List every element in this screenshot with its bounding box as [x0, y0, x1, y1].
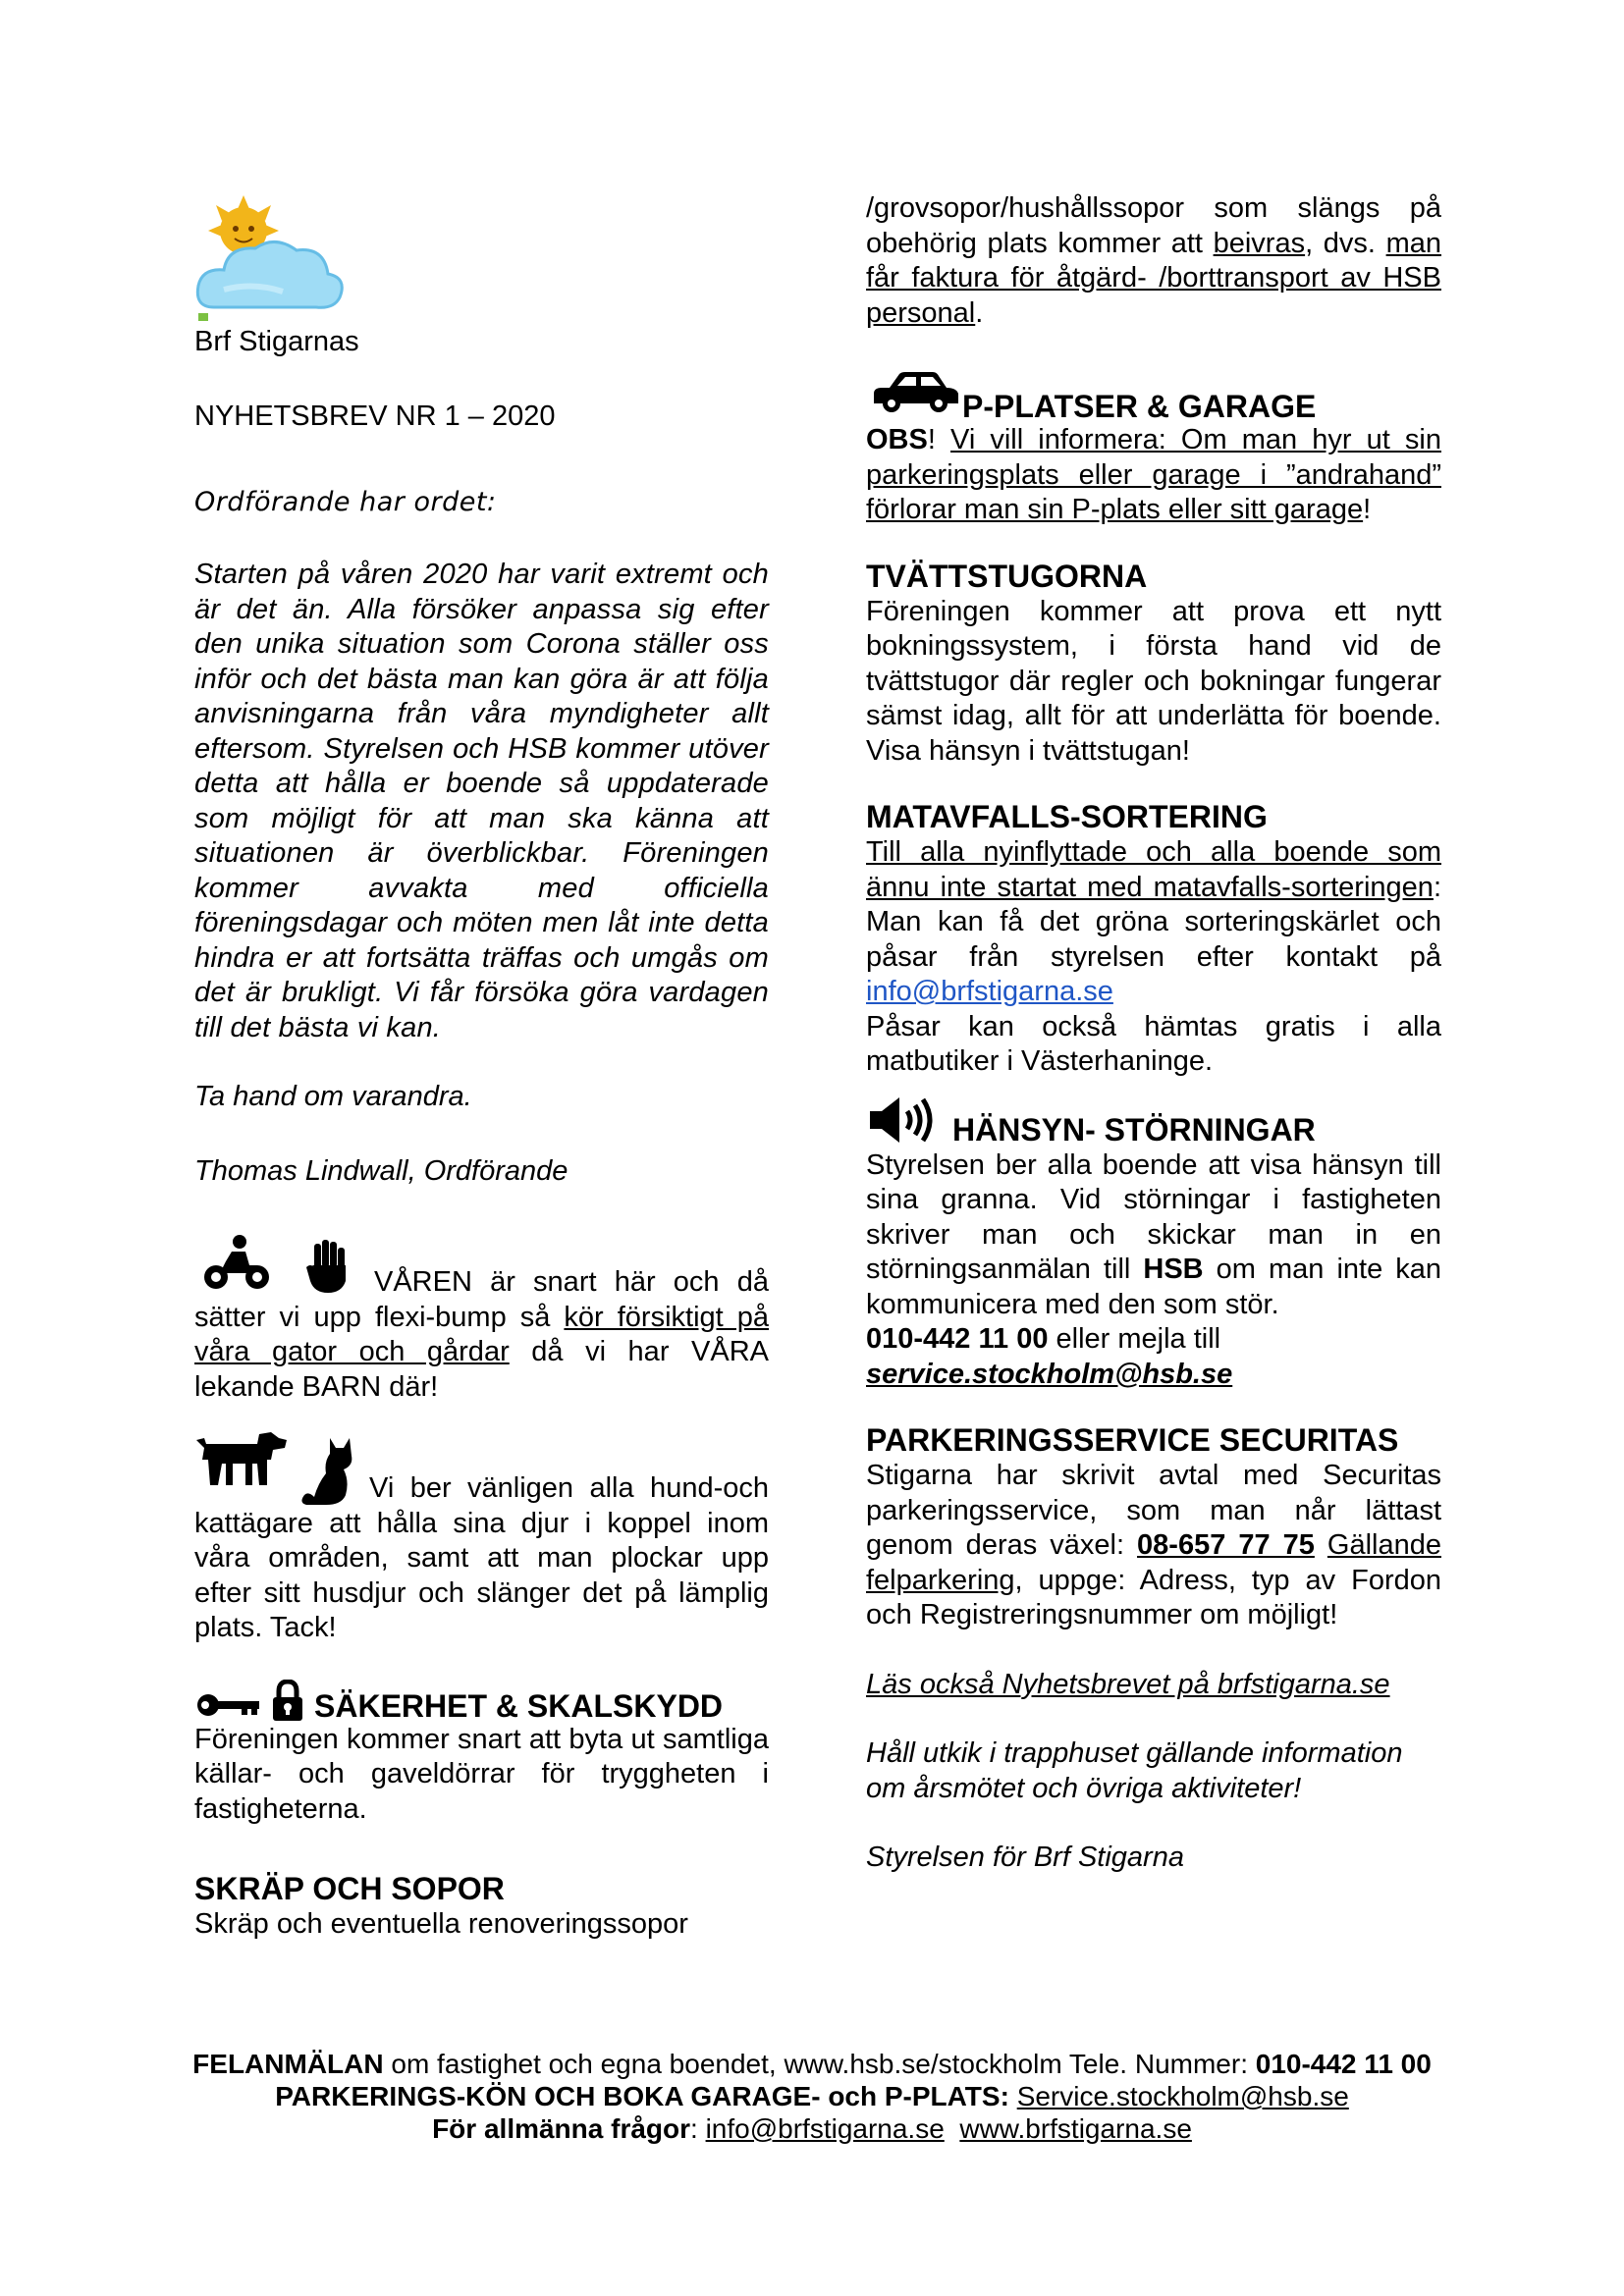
spring-icons [194, 1230, 769, 1301]
footer-info-email-link[interactable]: info@brfstigarna.se [705, 2113, 945, 2144]
pets-text: Vi ber vänligen alla hund-och kattägare att hålla sina djur i koppel inom våra områden, samt att man plockar upp efter sitt husdjur och slänger det på lämplig plats. Tack! [194, 1472, 769, 1643]
right-column [866, 191, 1441, 1876]
motorbike-icon [202, 1234, 271, 1291]
dog-icon [196, 1430, 289, 1487]
speaker-icon [868, 1095, 939, 1145]
pet-icons [194, 1430, 769, 1505]
org-name: Brf Stigarnas [194, 326, 359, 357]
drive-carefully-notice: kör försiktigt på våra gator och gårdar [194, 1301, 769, 1367]
trash-text-start: Skräp och eventuella renoveringssopor [194, 1908, 688, 1940]
parking-heading: P-PLATSER & GARAGE [962, 389, 1317, 424]
laundry-text: Föreningen kommer att prova ett nytt bokningssystem, i första hand vid de tvättstugor där regler och bokningar fungerar sämst idag, allt för att underlätta för boende. Visa hänsyn i tvättstugan! [866, 595, 1441, 767]
securitas-text: Stigarna har skrivit avtal med Securitas parkeringsservice, som man når lättast genom deras växel: 08-657 77 75 Gällande felparkering, uppge: Adress, typ av Fordon och Registreringsnummer om möjligt! [866, 1460, 1441, 1630]
website-link[interactable]: www.brfstigarna.se [959, 2113, 1192, 2144]
noise-heading: HÄNSYN- STÖRNINGAR [952, 1111, 1316, 1148]
cat-icon [300, 1436, 355, 1507]
noise-heading-row [866, 1105, 1441, 1148]
board-signature: Styrelsen för Brf Stigarna [866, 1842, 1184, 1873]
chair-heading: Ordförande har ordet: [194, 487, 497, 517]
trash-text-continued: /grovsopor/hushållssopor som slängs på obehörig plats kommer att beivras, dvs. man får faktura för åtgärd- /borttransport av HSB personal. [866, 192, 1442, 329]
footer-line-3: För allmänna frågor: info@brfstigarna.se www.brfstigarna.se [432, 2113, 1192, 2144]
chair-closing: Ta hand om varandra. [194, 1081, 472, 1112]
security-text: Föreningen kommer snart att byta ut samtliga källar- och gaveldörrar för tryggheten i fastigheterna. [194, 1723, 769, 1825]
watch-info-text: Håll utkik i trapphuset gällande information om årsmötet och övriga aktiviteter! [866, 1737, 1403, 1804]
key-icon [196, 1693, 261, 1717]
food-waste-heading: MATAVFALLS-SORTERING [866, 799, 1268, 834]
parking-heading-row [866, 372, 1441, 423]
footer-line-1: FELANMÄLAN om fastighet och egna boendet, www.hsb.se/stockholm Tele. Nummer: 010-442 11 00 [192, 2049, 1432, 2079]
info-email-link[interactable]: info@brfstigarna.se [866, 976, 1113, 1007]
newsletter-title: NYHETSBREV NR 1 – 2020 [194, 400, 556, 432]
spring-text: VÅREN är snart här och då sätter vi upp flexi-bump så kör försiktigt på våra gator och gårdar då vi har VÅRA lekande BARN där! [194, 1266, 769, 1403]
laundry-heading: TVÄTTSTUGORNA [866, 558, 1148, 594]
chair-signature: Thomas Lindwall, Ordförande [194, 1154, 568, 1187]
security-heading-row [194, 1685, 769, 1729]
noise-contact: 010-442 11 00 eller mejla till [866, 1323, 1221, 1355]
hsb-service-email[interactable]: service.stockholm@hsb.se [866, 1358, 1233, 1390]
parking-text: OBS! Vi vill informera: Om man hyr ut sin parkeringsplats eller garage i ”andrahand” förlorar man sin P-plats eller sitt garage! [866, 424, 1441, 525]
security-heading: SÄKERHET & SKALSKYDD [314, 1687, 724, 1724]
trash-heading: SKRÄP OCH SOPOR [194, 1871, 505, 1906]
hand-stop-icon [306, 1238, 352, 1293]
lock-icon [271, 1680, 304, 1723]
food-waste-text-2: Påsar kan också hämtas gratis i alla matbutiker i Västerhaninge. [866, 1010, 1441, 1077]
sun-cloud-icon [194, 191, 352, 329]
left-column [194, 191, 769, 1943]
chair-body: Starten på våren 2020 har varit extremt och är det än. Alla försöker anpassa sig efter den unika situation som Corona ställer oss inför och det bästa man kan göra är att följa anvisningarna från våra myndigheter allt eftersom. Styrelsen och HSB kommer utöver detta att hålla er boende så uppdaterade som möjligt för att man ska känna att situationen är överblickbar. Föreningen kommer avvakta med officiella föreningsdagar och möten men låt inte detta hindra er att fortsätta träffas och umgås om det är brukligt. Vi får försöka göra vardagen till det bästa vi kan. [194, 559, 769, 1043]
securitas-heading: PARKERINGSSERVICE SECURITAS [866, 1422, 1399, 1458]
read-also-text: Läs också Nyhetsbrevet på brfstigarna.se [866, 1668, 1390, 1700]
noise-text: Styrelsen ber alla boende att visa hänsyn till sina granna. Vid störningar i fastigheten skriver man och skickar man in en störningsanmälan till HSB om man inte kan kommunicera med den som stör. [866, 1148, 1441, 1320]
footer-line-2: PARKERINGS-KÖN OCH BOKA GARAGE- och P-PLATS: Service.stockholm@hsb.se [275, 2081, 1349, 2111]
car-icon [870, 370, 960, 413]
food-waste-text: Till alla nyinflyttade och alla boende som ännu inte startat med matavfalls-sorteringen: Man kan få det gröna sorteringskärlet och påsar från styrelsen efter kontakt på info@brfstigarna.se [866, 836, 1441, 1007]
service-email-link[interactable]: Service.stockholm@hsb.se [1016, 2081, 1349, 2111]
